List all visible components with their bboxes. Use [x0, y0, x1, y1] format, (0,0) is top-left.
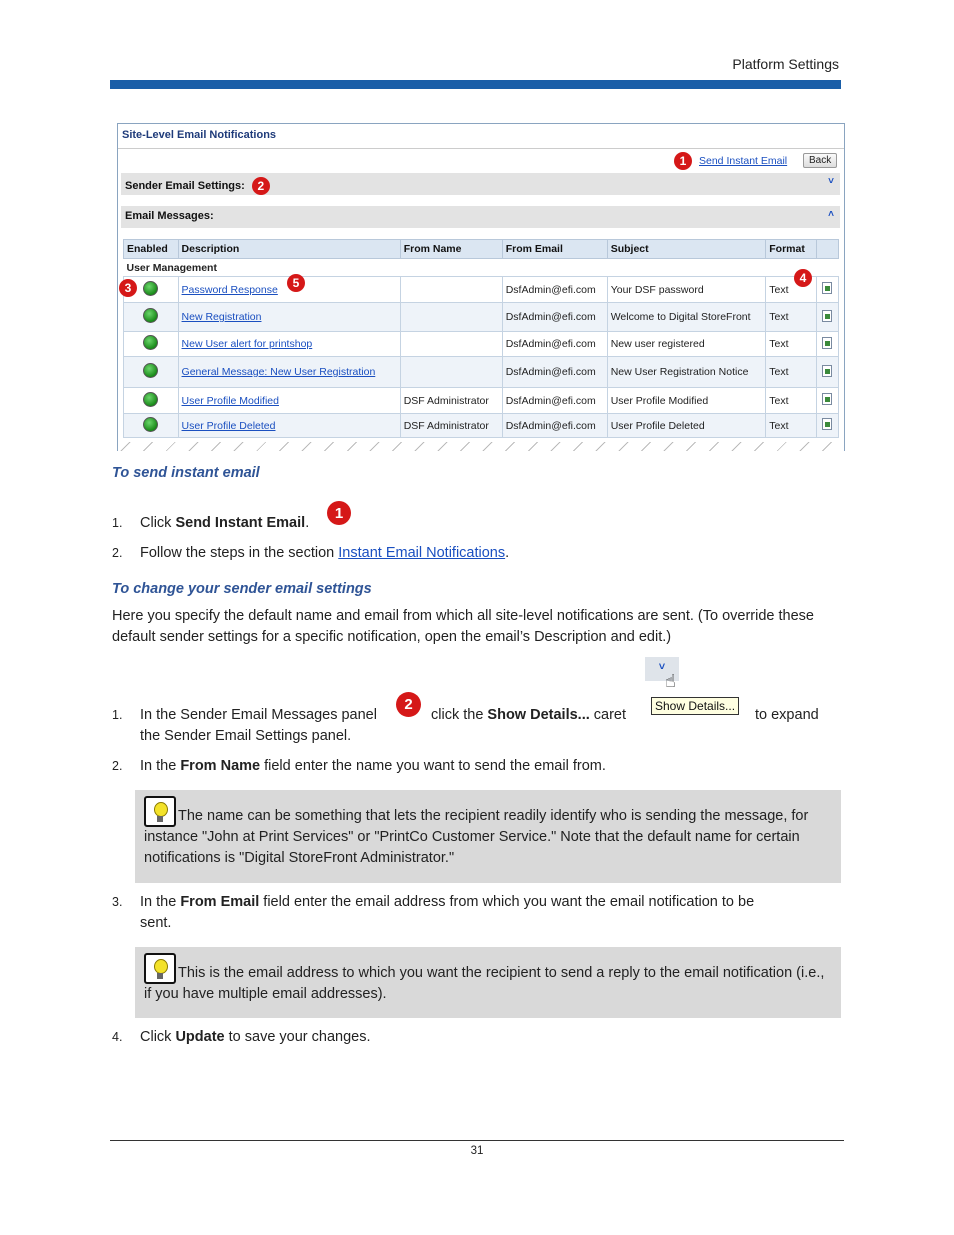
description-link[interactable]: Password Response — [181, 283, 278, 296]
subject-cell: New user registered — [607, 332, 766, 357]
edit-document-icon[interactable] — [822, 337, 832, 349]
chevron-down-icon[interactable]: ˅ — [828, 176, 834, 187]
hand-cursor-icon: ☝ — [665, 671, 676, 691]
sender-email-settings-bar[interactable] — [121, 173, 840, 195]
enabled-status-icon[interactable] — [143, 417, 158, 432]
col-from-name[interactable]: From Name — [400, 240, 502, 259]
edit-document-icon[interactable] — [822, 310, 832, 322]
from-name-cell — [400, 332, 502, 357]
step-text: Follow the steps in the section Instant Email Notifications. — [140, 545, 510, 561]
enabled-status-icon[interactable] — [143, 392, 158, 407]
bold-term: From Name — [180, 758, 261, 774]
running-header: Platform Settings — [732, 56, 839, 72]
from-email-cell: DsfAdmin@efi.com — [502, 303, 607, 332]
callout-badge-3: 3 — [119, 279, 137, 297]
email-messages-label: Email Messages: — [125, 210, 214, 222]
send-instant-email-link[interactable]: Send Instant Email — [699, 155, 788, 167]
col-subject[interactable]: Subject — [607, 240, 766, 259]
description-link[interactable]: User Profile Modified — [181, 394, 279, 407]
description-link[interactable]: General Message: New User Registration — [181, 365, 376, 378]
description-link[interactable]: New Registration — [181, 311, 262, 323]
step-text: the Sender Email Settings panel. — [140, 728, 352, 744]
sender-settings-label: Sender Email Settings: — [125, 179, 245, 192]
torn-edge — [118, 442, 844, 451]
lightbulb-icon — [144, 796, 176, 827]
table-row — [124, 414, 839, 438]
enabled-status-icon[interactable] — [143, 308, 158, 323]
subject-cell: Your DSF password — [607, 277, 766, 303]
from-name-cell — [400, 303, 502, 332]
lightbulb-icon — [144, 953, 176, 984]
edit-document-icon[interactable] — [822, 393, 832, 405]
edit-document-icon[interactable] — [822, 365, 832, 377]
tip-note — [135, 790, 841, 883]
chevron-up-icon[interactable]: ˄ — [828, 209, 834, 220]
callout-badge-4: 4 — [794, 269, 812, 287]
email-messages-table — [123, 239, 839, 438]
enabled-status-icon[interactable] — [143, 363, 158, 378]
bold-term: Show Details... — [487, 707, 590, 723]
enabled-status-icon[interactable] — [143, 335, 158, 350]
subject-cell: New User Registration Notice — [607, 357, 766, 388]
table-row — [124, 303, 839, 332]
format-cell: Text — [766, 277, 816, 303]
tip-note — [135, 947, 841, 1018]
from-name-cell: DSF Administrator — [400, 414, 502, 438]
step-number: 2. — [112, 546, 123, 560]
section-heading-sender-settings: To change your sender email settings — [112, 581, 372, 597]
edit-document-icon[interactable] — [822, 418, 832, 430]
step-text: In the Sender Email Messages panel — [140, 707, 377, 723]
table-row — [124, 277, 839, 303]
note-text: The name can be something that lets the recipient readily identify who is sending the message, for instance "John at Print Services" or "PrintCo Customer Service." Note that the default name for certain notifications is "Digital StoreFront Administrator." — [144, 808, 809, 866]
from-email-cell: DsfAdmin@efi.com — [502, 357, 607, 388]
step-number: 1. — [112, 708, 123, 722]
from-name-cell — [400, 357, 502, 388]
format-cell: Text — [766, 414, 816, 438]
col-description[interactable]: Description — [178, 240, 400, 259]
chevron-down-icon[interactable]: ˅ — [645, 657, 679, 681]
bold-term: From Email — [180, 894, 260, 910]
from-email-cell: DsfAdmin@efi.com — [502, 414, 607, 438]
section-heading-send-instant: To send instant email — [112, 465, 260, 481]
step-text: to expand — [755, 707, 819, 723]
step-number: 2. — [112, 759, 123, 773]
description-link[interactable]: New User alert for printshop — [181, 338, 313, 350]
page-number: 31 — [470, 1145, 484, 1157]
intro-paragraph: Here you specify the default name and email from which all site-level notifications are sent. (To override these default sender settings for a specific notification, open the email’s Description and edit.) — [112, 608, 814, 645]
from-name-cell — [400, 277, 502, 303]
step-number: 4. — [112, 1030, 123, 1044]
embedded-screenshot — [117, 123, 845, 451]
from-name-cell: DSF Administrator — [400, 388, 502, 414]
show-details-tooltip: Show Details... — [651, 697, 739, 715]
format-cell: Text — [766, 332, 816, 357]
step-text: click the Show Details... caret — [431, 707, 627, 723]
col-action — [816, 240, 838, 259]
subject-cell: User Profile Deleted — [607, 414, 766, 438]
from-email-cell: DsfAdmin@efi.com — [502, 277, 607, 303]
callout-badge-2: 2 — [252, 177, 270, 195]
header-rule — [110, 80, 841, 89]
table-row — [124, 388, 839, 414]
instant-email-notifications-link[interactable]: Instant Email Notifications — [338, 545, 506, 561]
table-row — [124, 357, 839, 388]
callout-badge-5: 5 — [287, 274, 305, 292]
description-link[interactable]: User Profile Deleted — [181, 419, 276, 432]
note-text: This is the email address to which you want the recipient to send a reply to the email notification (i.e., if you have multiple email addresses). — [144, 965, 825, 1002]
table-row — [124, 332, 839, 357]
format-cell: Text — [766, 357, 816, 388]
step-text: Click Update to save your changes. — [140, 1029, 371, 1045]
callout-badge-2: 2 — [396, 692, 421, 717]
step-text: sent. — [140, 915, 172, 931]
edit-document-icon[interactable] — [822, 282, 832, 294]
enabled-status-icon[interactable] — [143, 281, 158, 296]
step-number: 3. — [112, 895, 123, 909]
step-text: In the From Email field enter the email address from which you want the email notification to be — [140, 894, 755, 910]
show-details-illustration — [643, 657, 753, 725]
divider — [118, 148, 844, 149]
step-text: In the From Name field enter the name you want to send the email from. — [140, 758, 606, 774]
subject-cell: Welcome to Digital StoreFront — [607, 303, 766, 332]
callout-badge-1: 1 — [327, 501, 351, 525]
format-cell: Text — [766, 388, 816, 414]
col-from-email[interactable]: From Email — [502, 240, 607, 259]
callout-badge-1: 1 — [674, 152, 692, 170]
step-number: 1. — [112, 516, 123, 530]
email-messages-bar[interactable] — [121, 206, 840, 228]
format-cell: Text — [766, 303, 816, 332]
col-enabled[interactable]: Enabled — [124, 240, 179, 259]
panel-title: Site-Level Email Notifications — [122, 129, 277, 141]
from-email-cell: DsfAdmin@efi.com — [502, 388, 607, 414]
bold-term: Update — [175, 1029, 225, 1045]
footer-rule — [110, 1140, 844, 1141]
subject-cell: User Profile Modified — [607, 388, 766, 414]
col-format[interactable]: Format — [766, 240, 816, 259]
group-label: User Management — [126, 261, 217, 274]
back-button[interactable]: Back — [803, 153, 837, 168]
from-email-cell: DsfAdmin@efi.com — [502, 332, 607, 357]
bold-term: Send Instant Email — [175, 515, 306, 531]
step-text: Click Send Instant Email. — [140, 515, 310, 531]
